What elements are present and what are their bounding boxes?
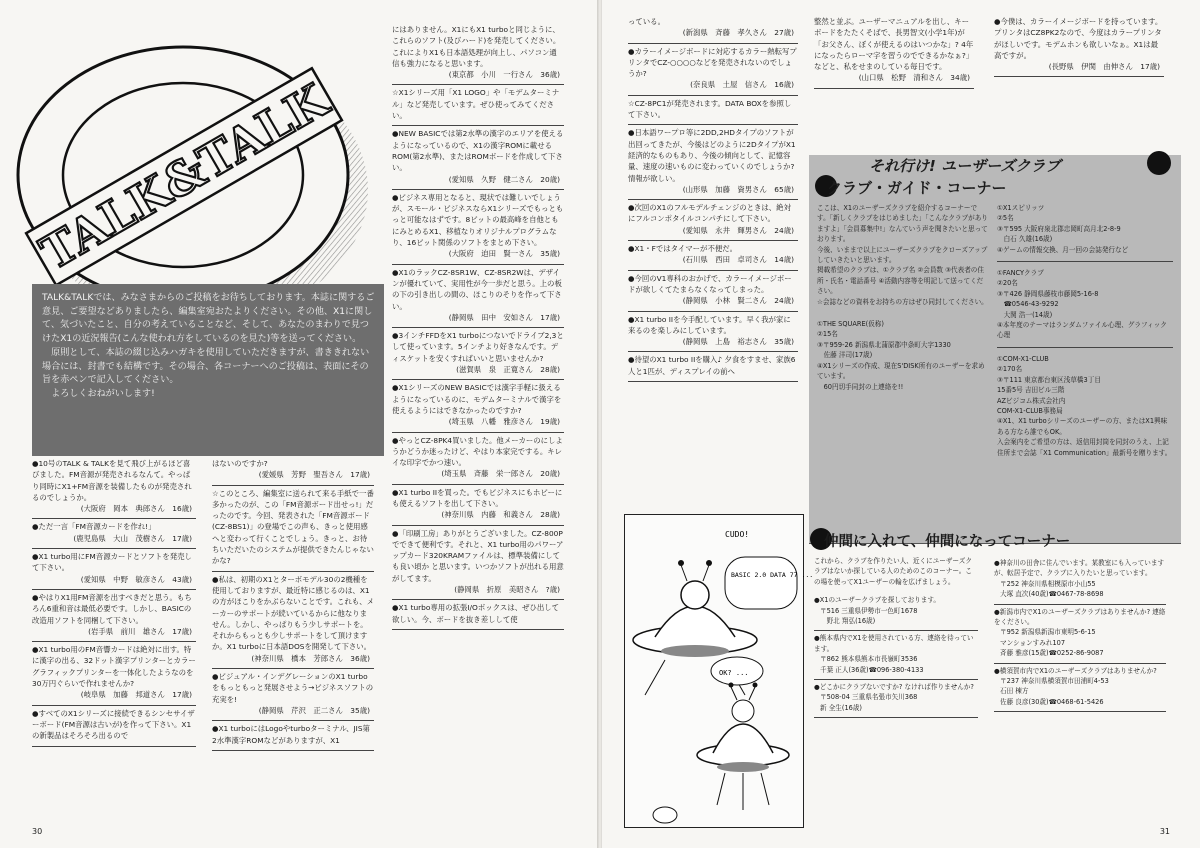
letter-signature: (静岡県 田中 安如さん 17歳) bbox=[448, 312, 560, 322]
letter-text: ●10号のTALK & TALKを見て飛び上がるほど喜びました。FM音源が発売されるなんて。やっぱり同時にX1+FM音源を装備したものが発売されるのでしょうか。 bbox=[32, 459, 192, 502]
left-column-3 bbox=[392, 22, 564, 630]
friend-request bbox=[814, 593, 978, 631]
friend-request-address: 〒952 新潟県新潟市東明5-6-15 マンションすみれ107 斉藤 雅彦(15歳)☎0252-86-9087 bbox=[1000, 628, 1104, 658]
letter-entry bbox=[994, 14, 1164, 77]
club-banner: それ行け! ユーザーズクラブ bbox=[869, 157, 1061, 175]
letter-text: にはありません。X1にもX1 turboと同じように、これらのソフト(及びハード)を発売してください。これによりX1も日本語処理が向上し、パソコン通信も強力になると思います。 bbox=[392, 25, 561, 68]
right-column-2 bbox=[814, 14, 974, 89]
club-divider bbox=[997, 347, 1173, 348]
letter-signature: (石川県 西田 卓司さん 14歳) bbox=[682, 255, 794, 265]
letter-entry bbox=[392, 485, 564, 526]
club-intro: ここは、X1のユーザーズクラブを紹介するコーナーです。「新しくクラブをはじめました」「こんなクラブがありますよ」「会員募集中!」なんていう声を聞きたいと思っております。 今後、いままで以上にユーザーズクラブをクローズアップしていきたいと思います。 掲載希望のクラブは、①クラブ名 ②会員数 ③代表者の住所・氏名・電話番号 ④活動内容等を明記して送ってください。 ☆会誌などの資料をお持ちの方はぜひ同封してください。 ①THE SQUARE(仮称) ②15名 ③〒959-26 新潟県北蒲原郡中条町大字1330 佐藤 洋司(17歳) ④X1シリーズの作成、現在S'DISK所有のユーザーを求めています。 60円切手同封の上連絡を!! bbox=[817, 204, 988, 391]
letter-signature: (神奈川県 橋本 芳郎さん 36歳) bbox=[251, 653, 370, 663]
logo-text: TALK&TALK bbox=[31, 73, 337, 281]
right-column-1 bbox=[628, 14, 798, 382]
letter-signature: (岩手県 前川 雄さん 17歳) bbox=[88, 626, 192, 636]
club-guide-box bbox=[809, 155, 1181, 544]
letter-entry bbox=[628, 312, 798, 353]
manga-illustration bbox=[624, 514, 814, 828]
letter-entry bbox=[628, 96, 798, 126]
letter-signature: (静岡県 折原 美昭さん ?歳) bbox=[454, 585, 560, 595]
letter-text: ●次回のX1のフルモデルチェンジのときは、絶対にフルコンポタイルコンパチにして下さい。 bbox=[628, 203, 791, 224]
club-list bbox=[997, 203, 1173, 464]
letter-text: ☆このところ、編集室に送られて来る手紙で一番多かったのが、この「FM音源ボード出せっ!」だったのです。今回、発表された「FM音源ボード(CZ-8BS1)」の登場でこの声も、きっと使用感へと変わって行くことでしょう。きっと、お待ちいただいたのシステムが提供できたんじゃないかな? bbox=[212, 488, 374, 566]
letter-signature: (愛知県 中野 敏彦さん 43歳) bbox=[80, 574, 192, 584]
letter-text: ●X1・Fではタイマーが不便だ。 bbox=[628, 244, 738, 254]
letter-text: ●今回のV1専科のおかげで、カラーイメージボードが欲しくてたまらなくなってしまった。 bbox=[628, 273, 792, 294]
letter-text: ●やはりX1用FM音源を出すべきだと思う。もちろん6重和音は最低必要です。しかし、BASICの改造用ソフトを同梱して下さい。 bbox=[32, 592, 192, 625]
letter-text: ●X1 turbo IIを買った。でもビジネスにもホビーにも使えるソフトを出して下さい。 bbox=[392, 487, 563, 508]
friend-request-text: ●新潟市内でX1のユーザーズクラブはありませんか? 連絡をください。 bbox=[994, 607, 1166, 627]
friend-request-text: ●横須賀市内でX1のユーザーズクラブはありませんか? bbox=[994, 666, 1157, 675]
left-page bbox=[0, 0, 598, 848]
letter-entry bbox=[392, 22, 564, 85]
club-entry-4: ①THE SQUARE(仮称) ②15名 ③〒959-26 新潟県北蒲原郡中条町大字1330 佐藤 洋司(17歳) ④X1シリーズの作成、現在S'DISK所有のユーザーを求めています。 60円切手同封の上連絡を!! bbox=[817, 320, 985, 391]
letter-entry bbox=[32, 456, 196, 519]
letter-entry bbox=[628, 271, 798, 312]
letter-text: ●X1シリーズのNEW BASICでは漢字手軽に扱えるようになっているのに、モデムターミナルで漢字を使えるようにはできなかったのですか? bbox=[392, 383, 562, 415]
friend-request-address: 〒252 神奈川県相模原市小山55 大塚 直次(40歳)☎0467-78-8698 bbox=[1000, 579, 1104, 599]
letter-text: ●X1 turbo用のFM音響カードは絶対に出す。特に漢字の出る、32ドット漢字プリンターとカラーグラフィックプリンターを一体化したようなのを30万円ぐらいで作れませんか? bbox=[32, 645, 196, 689]
letter-entry bbox=[392, 526, 564, 601]
letter-signature: (愛知県 久野 健二さん 20歳) bbox=[448, 174, 560, 184]
letter-signature: (愛知県 永井 輝男さん 24歳) bbox=[682, 225, 794, 235]
letter-signature: (岐阜県 加藤 邦道さん 17歳) bbox=[80, 690, 192, 700]
club-divider bbox=[997, 261, 1173, 262]
ufo-alien-cartoon bbox=[625, 515, 814, 827]
letter-entry bbox=[32, 519, 196, 549]
letter-text: ●カラーイメージボードに対応するカラー熱転写プリンタでCZ-○○○○などを発売されないのでしょうか? bbox=[628, 46, 797, 79]
letter-entry bbox=[628, 241, 798, 271]
letter-text: っている。 bbox=[628, 17, 665, 26]
letter-signature: (滋賀県 泉 正寛さん 28歳) bbox=[456, 365, 560, 375]
letter-text: ●NEW BASICでは第2水準の漢字のエリアを使えるようになっているので、X1の漢字ROMに載せる ROM(第2水準)、またはROMボードを作成して下さい。 bbox=[392, 129, 564, 173]
letter-text: ☆X1シリーズ用「X1 LOGO」や「モデムターミナル」など発売しています。ぜひ使ってみてください。 bbox=[392, 88, 560, 121]
manga-caption: CUDO! bbox=[725, 530, 750, 539]
letter-entry bbox=[628, 44, 798, 96]
letter-entry bbox=[392, 380, 564, 432]
letter-text: ●ビジネス専用となると、現状では難しいでしょうが、スモール・ビジネスならX1シリーズでもっともっと可能なはずです。8ビットの最高峰を自他ともにみとめるX1、移植なりオリジナルプログラムなり、16ビット関係のソフトをまとめ下さい。 bbox=[392, 192, 564, 248]
letter-signature: (愛媛県 芳野 聖吾さん 17歳) bbox=[258, 470, 370, 480]
letter-entry bbox=[628, 14, 798, 44]
letter-text: ●X1 turboにはLogoやturboターミナル、JIS第2水準漢字ROMなどがありますが、X1 bbox=[212, 724, 370, 745]
letter-text: ●「印刷工房」ありがとうございました。CZ-800Pでできて便利です。それと、X1 turbo用のパワーアップカード320KRAMファイルは、標準装備にしても良い頃か と思います。いつかソフトが出れる用意がしてます。 bbox=[392, 528, 564, 583]
letter-text: はないのですか? bbox=[212, 459, 268, 468]
letter-text: ●待望のX1 turbo IIを購入♪ 夕食をすませ、家族6人と1匹が、ディスプレイの前へ bbox=[628, 355, 796, 376]
letter-signature: (新潟県 斉藤 孝久さん 27歳) bbox=[682, 28, 794, 38]
friend-request-address: 〒508-04 三重県名張市矢川368 新 全生(16歳) bbox=[820, 693, 918, 712]
intro-text: TALK&TALKでは、みなさまからのご投稿をお待ちしております。本誌に関するご意見、ご要望などありましたら、編集室宛おたよりください。その他、X1に関して、気づいたこと、自分の考えていることなど、そして、あなたのまわりで見つけたX1の近況報告(こんな使われ方をしているのを見た)等を送ってください。 原則として、本誌の綴じ込みハガキを使用していただきますが、書ききれない場合には、封書でも結構です。その場合、各コーナーへのご投稿は、表面にその旨を赤ペンで記入してください。 よろしくおねがいします! bbox=[42, 293, 375, 399]
letter-entry bbox=[392, 600, 564, 630]
letter-signature: (奈良県 土屋 信さん 16歳) bbox=[690, 80, 794, 90]
letter-entry bbox=[212, 486, 374, 572]
friends-title: 仲間に入れて、仲間になってコーナー bbox=[824, 534, 1071, 550]
manga-balloon: BASIC 2.0 DATA 77 ... bbox=[731, 571, 814, 579]
friend-request bbox=[814, 631, 978, 680]
club-title: クラブ・ガイド・コーナー bbox=[827, 179, 1007, 197]
letter-signature: (鹿児島県 大山 茂樹さん 17歳) bbox=[73, 533, 192, 543]
club-banner-dot bbox=[1147, 151, 1171, 175]
letter-entry bbox=[392, 433, 564, 485]
letter-text: ●やっとCZ-8PK4買いました。他メーカーのにしようかどうか迷ったけど、やはり本家完でする。キレイな印字でかつ速い。 bbox=[392, 435, 563, 468]
letter-entry bbox=[392, 328, 564, 380]
letter-text: ●すべてのX1シリーズに接続できるシンセサイザーボード(FM音源は古いが)を作って下さい。X1の新製品はそろそろ出るので bbox=[32, 708, 195, 741]
friends-left bbox=[814, 556, 978, 718]
letter-signature: (静岡県 上島 裕志さん 35歳) bbox=[682, 337, 794, 347]
letter-entry bbox=[392, 126, 564, 189]
friend-request-address: 〒862 熊本県熊本市長嶺町3536 千葉 正人(36歳)☎096-380-4133 bbox=[820, 655, 924, 674]
page-number: 30 bbox=[32, 827, 43, 836]
friend-request-text: ●どこかにクラブないですか? なければ作りませんか? bbox=[814, 683, 974, 692]
letter-entry bbox=[32, 549, 196, 590]
letter-signature: (神奈川県 内藤 和義さん 28歳) bbox=[441, 510, 560, 520]
right-page bbox=[602, 0, 1200, 848]
friend-request-text: ●熊本県内でX1を使用されている方、連絡を待っています。 bbox=[814, 634, 974, 653]
letter-text: ●X1 turbo用にFM音源カードとソフトを発売して下さい。 bbox=[32, 552, 192, 573]
letter-entry bbox=[814, 14, 974, 89]
letter-signature: (埼玉県 八幡 雅彦さん 19歳) bbox=[448, 417, 560, 427]
friend-request-address: 〒516 三重県伊勢市一色町1678 野北 翔弘(16歳) bbox=[820, 606, 918, 626]
talk-and-talk-logo bbox=[8, 25, 368, 305]
friend-request-text: ●神奈川の田舎に住んでいます。某教室にも入っていますが、転居予定で、クラブに入りたいと思っています。 bbox=[994, 559, 1165, 578]
letter-text: ●ただ一言「FM音源カードを作れ!」 bbox=[32, 522, 156, 532]
friend-request-address: 〒237 神奈川県横須賀市田浦町4-53 石田 棟方 佐藤 良彦(30歳)☎0468-61-5426 bbox=[1000, 677, 1109, 706]
letter-text: 整然と並ぶ。ユーザーマニュアルを出し、キーボードをたたくそばで、長男智文(小学1年)が「お父さん、ぼくが使えるのはいつかな」? 4年になったらローマ字を習うのでできるかなぁ?」などと、私をせまのしている毎日です。 bbox=[814, 17, 974, 72]
letter-entry bbox=[392, 265, 564, 328]
letter-text: ●ビジュアル・インデグレーションのX1 turboをもっともっと発展させよう→ビジネスソフトの充実を! bbox=[212, 672, 374, 704]
letter-entry bbox=[32, 590, 196, 642]
letter-entry bbox=[212, 721, 374, 751]
letter-signature: (埼玉県 斉藤 栄一郎さん 20歳) bbox=[441, 469, 560, 479]
letter-entry bbox=[628, 125, 798, 200]
letter-signature: (静岡県 芹沢 正二さん 35歳) bbox=[258, 705, 370, 715]
friend-request-text: ●X1のユーザークラブを探しております。 bbox=[814, 596, 941, 605]
letter-text: ●X1のラックCZ-8SR1W、CZ-8SR2Wは、デザインが優れていて、実用性が今一歩だと思う。上の板の下の引き出しの間の、ほこりのそりを作って下さい。 bbox=[392, 267, 562, 311]
letter-text: ●X1 turbo IIを今手配しています。早く我が家に来るのを楽しみにしています。 bbox=[628, 314, 791, 335]
left-column-1 bbox=[32, 456, 196, 747]
letter-signature: (山形県 加藤 資男さん 65歳) bbox=[682, 184, 794, 194]
letter-text: ●私は、初期のX1とターボモデル30の2機種を使用しておりますが、最近特に感じるのは、X1の方がほこりをかぶらないことです。これも、メーカーのサポートが続いているからに他なりません。しかし、やっぱりもう少しサポートを。それからもっとも少しサポートをして頂けますか。X1 turboに日本語DOSを開発して下さい。 bbox=[212, 574, 375, 652]
friends-right bbox=[994, 556, 1166, 712]
club-entry-1: ①X1スピリッツ ②5名 ③〒595 大阪府泉北郡忠岡町高月北2-8-9 白石 久雄(16歳) ④ゲームの情報交換、月一回の会誌発行など bbox=[997, 204, 1129, 254]
letter-entry bbox=[212, 572, 374, 669]
letter-text: ☆CZ-8PC1が発売されます。DATA BOXを参照して下さい。 bbox=[628, 98, 792, 120]
club-entry-3: ①COM-X1-CLUB ②170名 ③〒111 東京都台東区浅草橋3丁目 15番5号 吉田ビル三階 AZビジコム株式会社内 COM-X1-CLUB事務局 ④X1、X1 turboシリーズのユーザーの方、またはX1興味ある方なら誰でもOK。 入会案内をご希望の方は、返信用封筒を同封のうえ、上記住所まで会誌「X1 Communication」最新号を贈ります。 bbox=[997, 354, 1172, 457]
letter-text: ●今僕は、カラーイメージボードを持っています。プリンタはCZ8PK2なので、今度はカラープリンタがほしいです。モデムホンも欲しいなぁ。X1は最高ですが。 bbox=[994, 17, 1163, 60]
letter-text: ●X1 turbo専用の拡張I/Oボックスは、ぜひ出して欲しい。今、ボードを抜き差しして使 bbox=[392, 603, 560, 624]
letter-signature: (大阪府 迫田 賢一さん 35歳) bbox=[448, 249, 560, 259]
letter-entry bbox=[212, 456, 374, 486]
friend-request bbox=[994, 664, 1166, 713]
letter-entry bbox=[32, 642, 196, 705]
letter-text: ●日本語ワープロ等に2DD,2HDタイプのソフトが出回ってきたが、今後はどのように2DタイプがX1経済的なものもあり、今後の傾向として、記憶容量、速度の速いものに変わっていくのでしょうか? 情報が欲しい。 bbox=[628, 128, 797, 183]
letter-signature: (東京都 小川 一行さん 36歳) bbox=[448, 70, 560, 80]
right-column-3 bbox=[994, 14, 1164, 77]
friend-request bbox=[994, 605, 1166, 664]
letter-entry bbox=[628, 200, 798, 241]
letter-signature: (静岡県 小林 賢二さん 24歳) bbox=[682, 296, 794, 306]
letter-entry bbox=[392, 190, 564, 265]
letter-entry bbox=[392, 85, 564, 126]
intro-box bbox=[32, 284, 384, 456]
letter-entry bbox=[32, 706, 196, 747]
letter-entry bbox=[628, 352, 798, 382]
letter-signature: (長野県 伊関 由伸さん 17歳) bbox=[1048, 62, 1160, 72]
left-column-2 bbox=[212, 456, 374, 751]
letter-signature: (山口県 松野 清和さん 34歳) bbox=[858, 73, 970, 83]
manga-balloon-2: OK? ... bbox=[719, 669, 749, 677]
friends-intro: これから、クラブを作りたい人、近くにユーザーズクラブはないか探している人のためのこのコーナー。この場を使ってX1ユーザーの輪を広げましょう。 bbox=[814, 557, 972, 586]
letter-entry bbox=[212, 669, 374, 721]
letter-signature: (大阪府 岡本 典郎さん 16歳) bbox=[80, 504, 192, 514]
page-number: 31 bbox=[1159, 827, 1170, 836]
club-entry-2: ①FANCYクラブ ②20名 ③〒426 静岡県藤枝市藤岡5-16-8 ☎0546-43-9292 大関 浩一(14歳) ④本年度のテーマはランダムファイル心理、グラフィック心理 bbox=[997, 269, 1167, 340]
friend-request bbox=[994, 556, 1166, 605]
letter-text: ●3インチFFDをX1 turboにつないでドライブ2,3として使っています。5インチより好きなんです。ディスケットを安くすればいいと思いませんか? bbox=[392, 331, 564, 363]
friend-request bbox=[814, 680, 978, 718]
